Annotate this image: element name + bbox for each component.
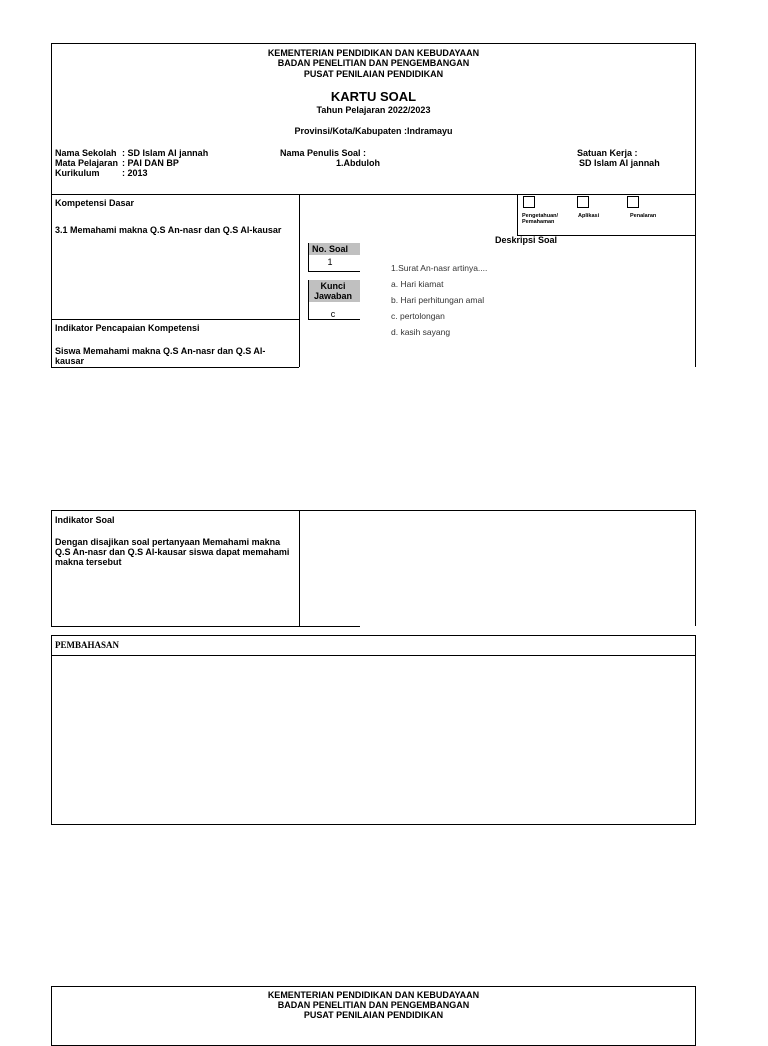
option-c: c. pertolongan xyxy=(391,311,445,321)
answer-key-value: c xyxy=(330,309,336,319)
kd-bottom-line xyxy=(51,319,299,320)
question-number-label: No. Soal xyxy=(312,244,349,254)
curriculum-label: Kurikulum xyxy=(55,168,100,178)
writer-label: Nama Penulis Soal : xyxy=(280,148,367,158)
level-label-reasoning: Penalaran xyxy=(630,213,657,219)
indikator-right-line xyxy=(695,510,696,626)
level-checkbox-understanding[interactable] xyxy=(523,196,535,208)
column-divider xyxy=(299,195,300,367)
level-checkbox-reasoning[interactable] xyxy=(627,196,639,208)
school-year: Tahun Pelajaran 2022/2023 xyxy=(316,105,431,115)
indikator-divider xyxy=(299,510,300,626)
kd-text: 3.1 Memahami makna Q.S An-nasr dan Q.S Al-kausar xyxy=(55,225,282,235)
school-label: Nama Sekolah xyxy=(55,148,117,158)
unit-label: Satuan Kerja : xyxy=(577,148,638,158)
card2-agency-line: BADAN PENELITIAN DAN PENGEMBANGAN xyxy=(277,1000,470,1010)
description-label: Deskripsi Soal xyxy=(495,235,558,245)
indikator-soal-label: Indikator Soal xyxy=(55,515,115,525)
pembahasan-label: PEMBAHASAN xyxy=(55,640,120,650)
ipk-label: Indikator Pencapaian Kompetensi xyxy=(55,323,200,333)
level-label-understanding: Pengetahuan/ Pemahaman xyxy=(522,213,559,225)
answer-key-label: Kunci Jawaban xyxy=(313,281,353,301)
right-border xyxy=(695,195,696,367)
kd-label: Kompetensi Dasar xyxy=(55,198,135,208)
level-checkbox-application[interactable] xyxy=(577,196,589,208)
agency-line: BADAN PENELITIAN DAN PENGEMBANGAN xyxy=(277,58,470,68)
card2-ministry-line: KEMENTERIAN PENDIDIKAN DAN KEBUDAYAAN xyxy=(267,990,480,1000)
key-bottom-line xyxy=(308,319,360,320)
left-border xyxy=(51,195,52,367)
qno-bottom-line xyxy=(308,271,360,272)
level-divider xyxy=(517,195,518,235)
school-value: : SD Islam Al jannah xyxy=(122,148,209,158)
option-a: a. Hari kiamat xyxy=(391,279,444,289)
question-stem: 1.Surat An-nasr artinya.... xyxy=(391,263,488,273)
writer-value: 1.Abduloh xyxy=(336,158,380,168)
curriculum-value: : 2013 xyxy=(122,168,148,178)
option-d: d. kasih sayang xyxy=(391,327,451,337)
card-title: KARTU SOAL xyxy=(330,89,417,104)
pembahasan-header-line xyxy=(51,655,696,656)
option-b: b. Hari perhitungan amal xyxy=(391,295,485,305)
subject-value: : PAI DAN BP xyxy=(122,158,179,168)
indikator-bottom-line xyxy=(51,626,360,627)
indikator-left-line xyxy=(51,510,52,626)
question-number-value: 1 xyxy=(327,257,333,267)
card2-center-line: PUSAT PENILAIAN PENDIDIKAN xyxy=(303,1010,444,1020)
indikator-soal-text: Dengan disajikan soal pertanyaan Memahami makna Q.S An-nasr dan Q.S Al-kausar siswa dapat memahami makna tersebut xyxy=(55,537,290,567)
level-label-application: Aplikasi xyxy=(578,213,600,219)
pembahasan-box xyxy=(51,635,696,825)
center-line: PUSAT PENILAIAN PENDIDIKAN xyxy=(303,69,444,79)
unit-value: SD Islam Al jannah xyxy=(579,158,660,168)
subject-label: Mata Pelajaran xyxy=(55,158,119,168)
ipk-text: Siswa Memahami makna Q.S An-nasr dan Q.S Al-kausar xyxy=(55,346,266,366)
ipk-bottom-line xyxy=(51,367,299,368)
region: Provinsi/Kota/Kabupaten :Indramayu xyxy=(294,126,453,136)
ministry-line: KEMENTERIAN PENDIDIKAN DAN KEBUDAYAAN xyxy=(267,48,480,58)
indikator-top-line xyxy=(51,510,696,511)
